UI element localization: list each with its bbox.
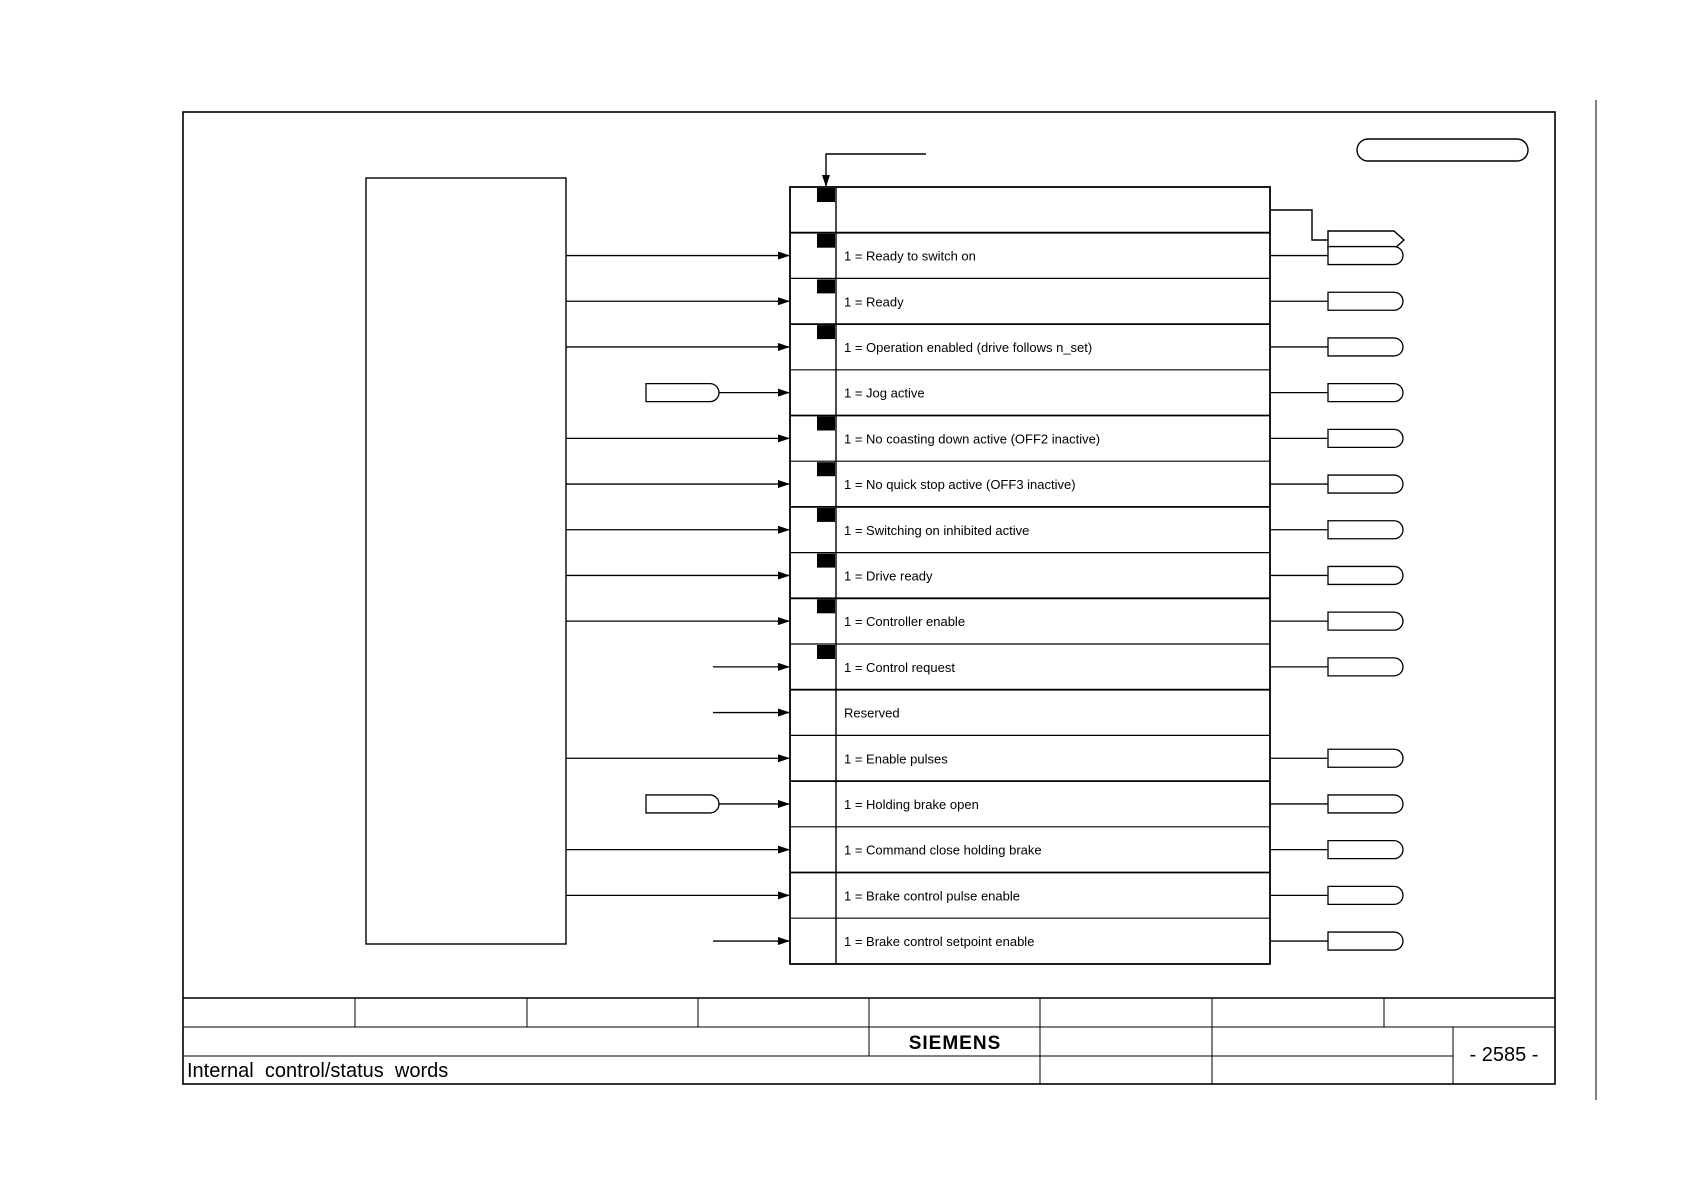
bit-label: 1 = Control request	[844, 659, 955, 675]
bit-label: 1 = Command close holding brake	[844, 842, 1042, 858]
bit-label: 1 = Operation enabled (drive follows n_set)	[844, 339, 1093, 355]
bit-set-marker	[817, 599, 835, 613]
word-output-connection	[1270, 210, 1328, 240]
status-bit-row	[646, 781, 1403, 813]
output-connector	[1328, 566, 1403, 584]
status-bit-row	[566, 461, 1403, 493]
page-reference-box	[1357, 139, 1528, 161]
status-bit-row	[566, 873, 1403, 905]
output-connector	[1328, 841, 1403, 859]
bit-label: 1 = Brake control setpoint enable	[844, 934, 1035, 950]
output-connector	[1328, 338, 1403, 356]
bit-label: 1 = Ready	[844, 294, 904, 310]
input-connector	[646, 384, 719, 402]
output-connector	[1328, 247, 1403, 265]
output-connector	[1328, 886, 1403, 904]
bit-label: Reserved	[844, 705, 900, 721]
status-bit-row	[566, 324, 1403, 356]
status-bit-row	[566, 278, 1403, 310]
bit-set-marker	[817, 325, 835, 339]
output-connector	[1328, 521, 1403, 539]
bit-label: 1 = Brake control pulse enable	[844, 888, 1020, 904]
bit-label: 1 = Controller enable	[844, 614, 966, 630]
status-bit-row	[713, 918, 1403, 950]
status-bit-row	[646, 370, 1403, 402]
bit-set-marker	[817, 417, 835, 431]
output-connector	[1328, 795, 1403, 813]
status-bit-row	[566, 553, 1403, 585]
bit-label: 1 = Drive ready	[844, 568, 933, 584]
bit-set-marker	[817, 508, 835, 522]
source-block	[366, 178, 566, 944]
output-connector	[1328, 658, 1403, 676]
bit-label: 1 = No quick stop active (OFF3 inactive)	[844, 477, 1076, 493]
output-connector	[1328, 612, 1403, 630]
input-connector	[646, 795, 719, 813]
output-connector	[1328, 429, 1403, 447]
status-bit-row	[566, 827, 1403, 859]
bit-label: 1 = Ready to switch on	[844, 248, 976, 264]
bit-set-marker	[817, 234, 835, 248]
bit-set-marker	[817, 279, 835, 293]
output-connector	[1328, 932, 1403, 950]
status-bit-row	[817, 188, 835, 202]
status-bit-row	[566, 233, 1403, 265]
page-number: - 2585 -	[1469, 1044, 1539, 1066]
output-connector	[1328, 292, 1403, 310]
bit-label: 1 = Enable pulses	[844, 751, 948, 767]
output-connector	[1328, 384, 1403, 402]
status-bit-row	[713, 644, 1403, 676]
status-bit-row	[566, 416, 1403, 448]
bit-set-marker	[817, 188, 835, 202]
page-title: Internal control/status words	[187, 1060, 449, 1082]
bit-set-marker	[817, 554, 835, 568]
bit-label: 1 = Holding brake open	[844, 796, 979, 812]
bit-set-marker	[817, 645, 835, 659]
siemens-logo: SIEMENS	[908, 1033, 1002, 1054]
status-bit-row	[713, 690, 1270, 721]
bit-label: 1 = No coasting down active (OFF2 inactive)	[844, 431, 1101, 447]
bit-label: 1 = Switching on inhibited active	[844, 522, 1030, 538]
bit-label: 1 = Jog active	[844, 385, 925, 401]
bit-set-marker	[817, 462, 835, 476]
output-connector	[1328, 749, 1403, 767]
status-bit-row	[566, 507, 1403, 539]
status-bit-row	[566, 598, 1403, 630]
feed-arrow	[826, 154, 926, 187]
status-bit-row	[566, 735, 1403, 767]
output-connector	[1328, 475, 1403, 493]
